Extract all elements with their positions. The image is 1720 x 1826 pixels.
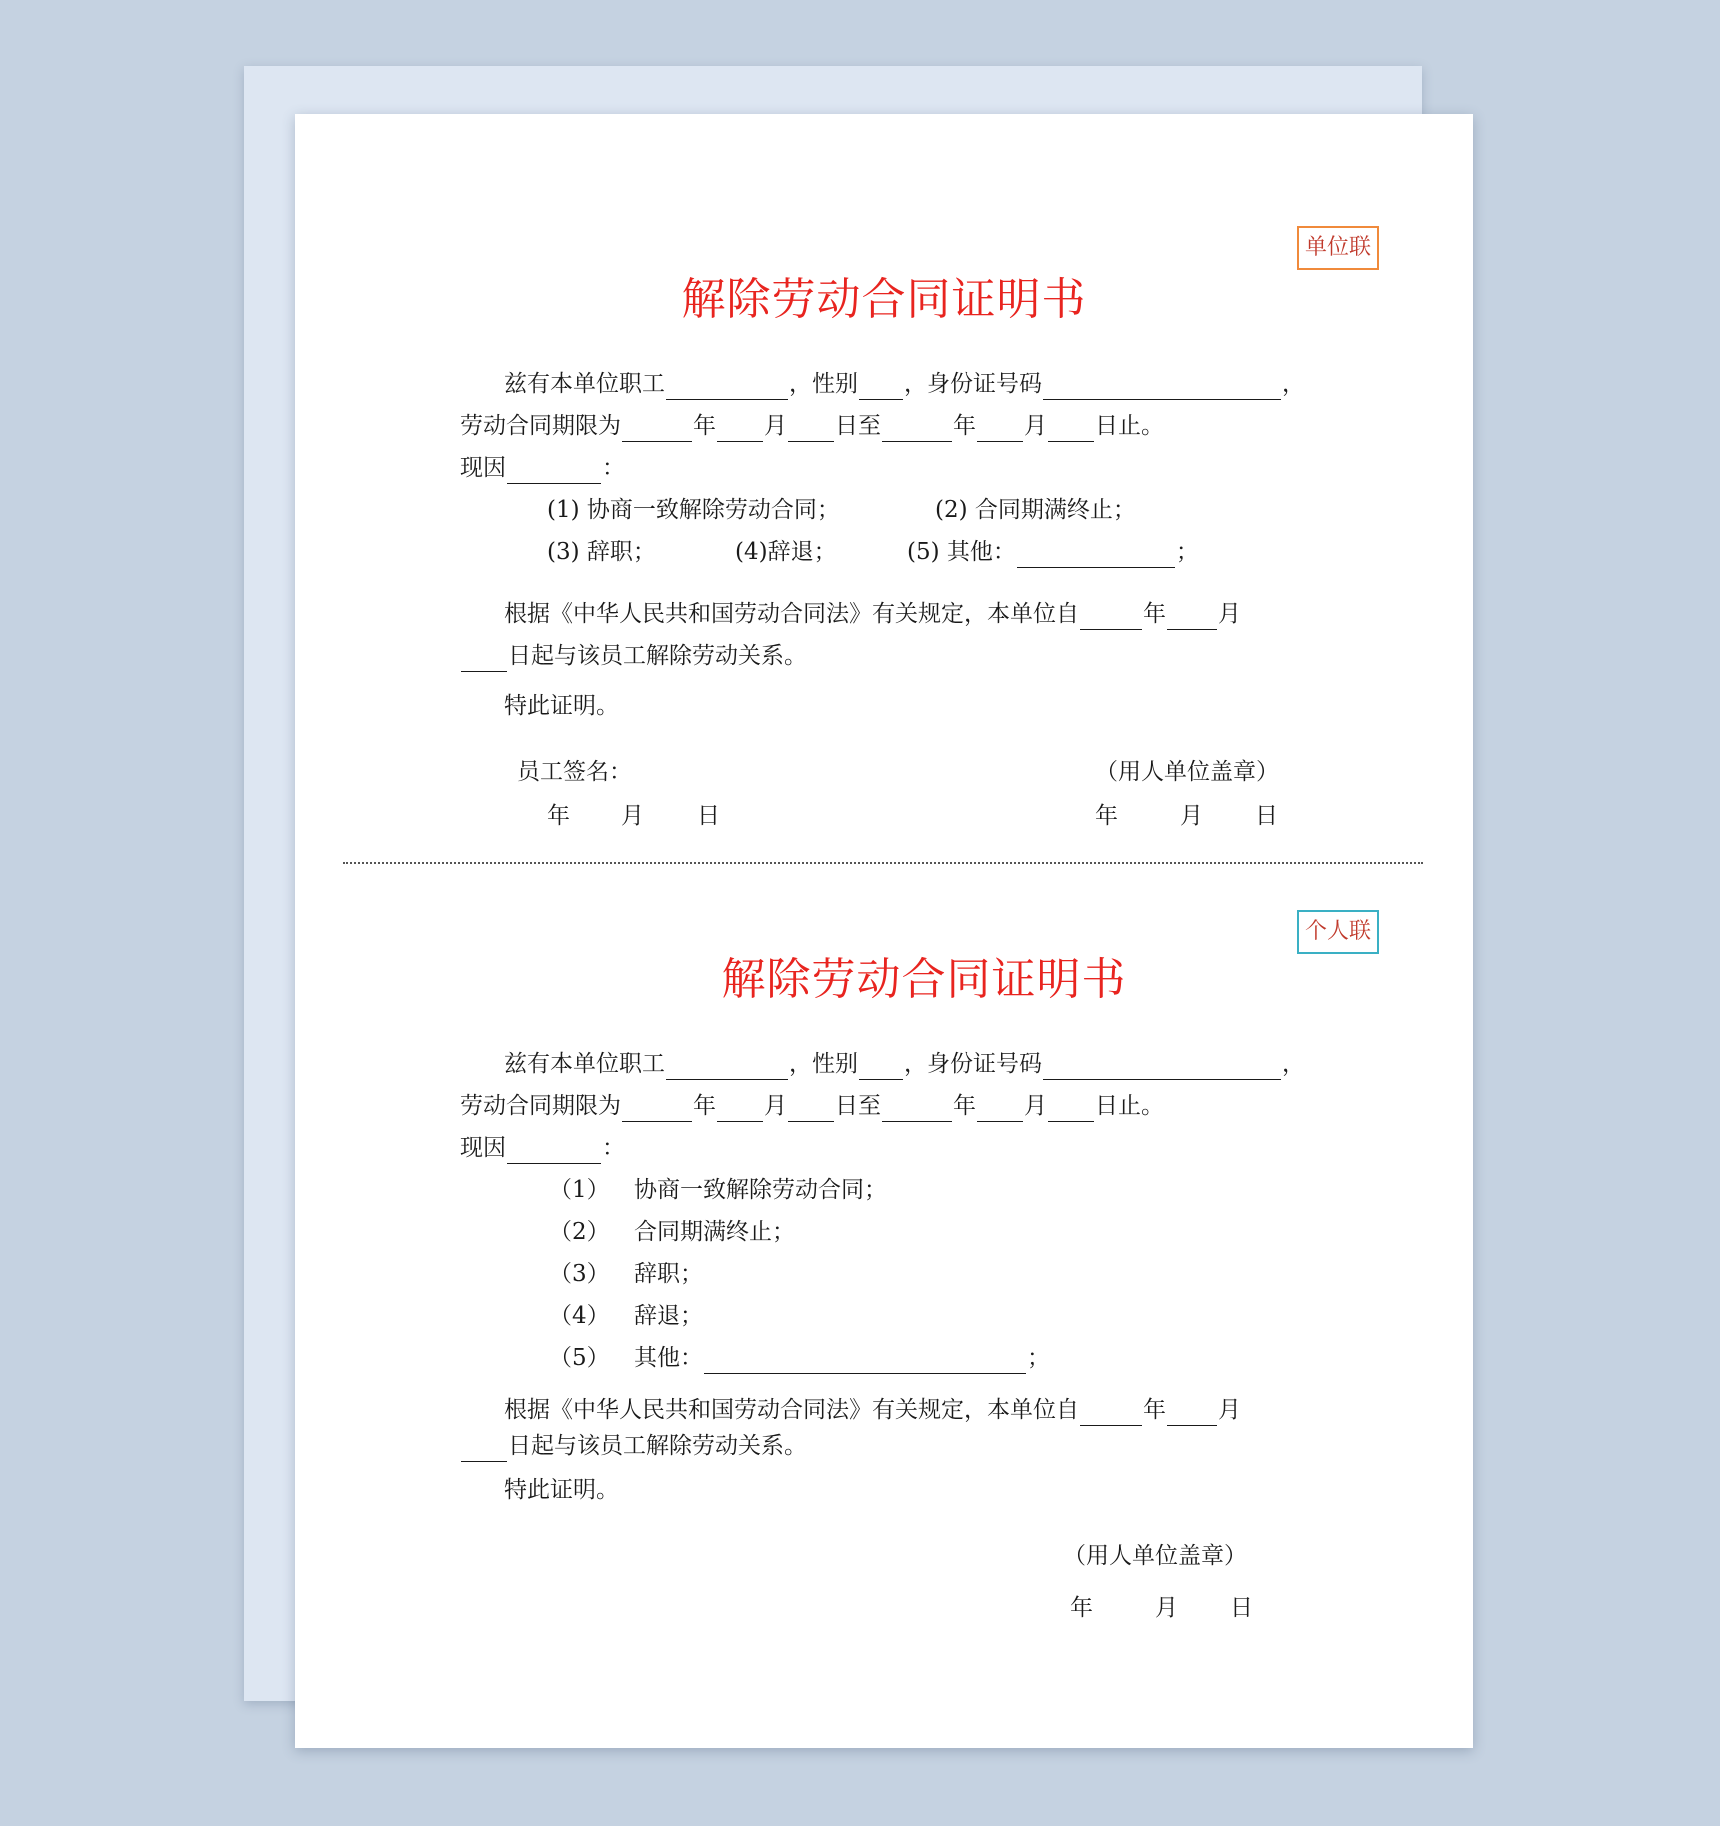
semicolon: ； (1175, 539, 1199, 565)
label-gender: ，性别 (789, 371, 858, 397)
blank-gender[interactable] (859, 1053, 903, 1080)
personal-option-2-num: （2） (549, 1219, 610, 1245)
blank-name[interactable] (666, 1053, 788, 1080)
comma: ， (1282, 1051, 1305, 1077)
blank-other[interactable] (1017, 541, 1175, 568)
personal-option-4-num: （4） (549, 1303, 610, 1329)
personal-line2 (460, 1090, 1164, 1122)
employee-signature-label: 员工签名： (517, 759, 632, 785)
personal-option-1-num: （1） (549, 1177, 610, 1203)
label-other: (5) 其他： (907, 539, 1016, 565)
label-employee: 兹有本单位职工 (504, 1051, 665, 1077)
label-year: 年 (1143, 1397, 1166, 1423)
seal-date-year: 年 (1095, 803, 1118, 829)
unit-copy-title: 解除劳动合同证明书 (681, 274, 1087, 325)
label-year: 年 (693, 413, 716, 439)
personal-copy-badge: 个人联 (1297, 910, 1379, 954)
blank-start-day[interactable] (788, 415, 834, 442)
personal-certify: 特此证明。 (504, 1477, 619, 1503)
label-id: ，身份证号码 (904, 1051, 1042, 1077)
employee-date-year: 年 (547, 803, 570, 829)
personal-seal-date-day: 日 (1230, 1595, 1253, 1621)
employee-date-month: 月 (621, 803, 644, 829)
label-gender: ，性别 (789, 1051, 858, 1077)
label-day-end: 日止。 (1095, 1093, 1164, 1119)
personal-option-1-text: 协商一致解除劳动合同； (634, 1177, 887, 1203)
personal-seal-date-year: 年 (1070, 1595, 1093, 1621)
label-month: 月 (764, 1093, 787, 1119)
label-year: 年 (953, 1093, 976, 1119)
employee-date-day: 日 (697, 803, 720, 829)
label-month: 月 (764, 413, 787, 439)
blank-start-month[interactable] (717, 415, 763, 442)
blank-name[interactable] (666, 373, 788, 400)
blank-law-month[interactable] (1167, 603, 1217, 630)
blank-end-month[interactable] (977, 1095, 1023, 1122)
blank-other[interactable] (704, 1347, 1026, 1374)
seal-date-day: 日 (1255, 803, 1278, 829)
blank-end-month[interactable] (977, 415, 1023, 442)
blank-law-day[interactable] (461, 1435, 507, 1462)
blank-law-month[interactable] (1167, 1399, 1217, 1426)
blank-id[interactable] (1043, 1053, 1281, 1080)
label-id: ，身份证号码 (904, 371, 1042, 397)
unit-option-4: (4)辞退； (735, 539, 837, 565)
unit-option-1: (1) 协商一致解除劳动合同； (547, 497, 840, 523)
personal-seal-date-month: 月 (1155, 1595, 1178, 1621)
unit-reason-line (460, 452, 625, 484)
comma: ， (1282, 371, 1305, 397)
blank-reason[interactable] (507, 457, 601, 484)
personal-law-line2 (460, 1430, 807, 1462)
blank-law-day[interactable] (461, 645, 507, 672)
blank-law-year[interactable] (1080, 603, 1142, 630)
label-year: 年 (1143, 601, 1166, 627)
label-day-to: 日至 (835, 1093, 881, 1119)
label-law-end: 日起与该员工解除劳动关系。 (508, 1433, 807, 1459)
blank-end-day[interactable] (1048, 415, 1094, 442)
label-day-to: 日至 (835, 413, 881, 439)
label-day-end: 日止。 (1095, 413, 1164, 439)
unit-option-5 (907, 536, 1199, 568)
label-term: 劳动合同期限为 (460, 1093, 621, 1119)
unit-line2 (460, 410, 1164, 442)
personal-option-2-text: 合同期满终止； (634, 1219, 795, 1245)
label-reason: 现因 (460, 455, 506, 481)
unit-line1 (504, 368, 1305, 400)
label-year: 年 (953, 413, 976, 439)
label-other: 其他： (634, 1345, 703, 1371)
personal-seal-label: （用人单位盖章） (1063, 1543, 1247, 1569)
blank-end-year[interactable] (882, 1095, 952, 1122)
blank-law-year[interactable] (1080, 1399, 1142, 1426)
personal-option-3-num: （3） (549, 1261, 610, 1287)
personal-law-line (504, 1394, 1241, 1426)
personal-line1 (504, 1048, 1305, 1080)
blank-start-month[interactable] (717, 1095, 763, 1122)
blank-gender[interactable] (859, 373, 903, 400)
blank-start-year[interactable] (622, 1095, 692, 1122)
document-page (295, 114, 1473, 1748)
label-month: 月 (1024, 1093, 1047, 1119)
unit-law-line (504, 598, 1241, 630)
blank-id[interactable] (1043, 373, 1281, 400)
unit-certify: 特此证明。 (504, 693, 619, 719)
blank-start-day[interactable] (788, 1095, 834, 1122)
personal-option-3-text: 辞职； (634, 1261, 703, 1287)
label-law: 根据《中华人民共和国劳动合同法》有关规定，本单位自 (504, 1397, 1079, 1423)
unit-law-line2 (460, 640, 807, 672)
label-month: 月 (1218, 1397, 1241, 1423)
label-term: 劳动合同期限为 (460, 413, 621, 439)
blank-start-year[interactable] (622, 415, 692, 442)
colon: ： (602, 455, 625, 481)
label-month: 月 (1218, 601, 1241, 627)
blank-end-day[interactable] (1048, 1095, 1094, 1122)
unit-option-3: (3) 辞职； (547, 539, 656, 565)
tear-line (343, 862, 1423, 864)
label-month: 月 (1024, 413, 1047, 439)
unit-option-2: (2) 合同期满终止； (935, 497, 1136, 523)
unit-copy-badge: 单位联 (1297, 226, 1379, 270)
semicolon: ； (1027, 1345, 1050, 1371)
personal-copy-title: 解除劳动合同证明书 (721, 954, 1127, 1005)
blank-reason[interactable] (507, 1137, 601, 1164)
label-law-end: 日起与该员工解除劳动关系。 (508, 643, 807, 669)
label-employee: 兹有本单位职工 (504, 371, 665, 397)
unit-seal-label: （用人单位盖章） (1095, 759, 1279, 785)
label-reason: 现因 (460, 1135, 506, 1161)
personal-option-4-text: 辞退； (634, 1303, 703, 1329)
label-law: 根据《中华人民共和国劳动合同法》有关规定，本单位自 (504, 601, 1079, 627)
personal-option-5-num: （5） (549, 1345, 610, 1371)
blank-end-year[interactable] (882, 415, 952, 442)
seal-date-month: 月 (1180, 803, 1203, 829)
label-year: 年 (693, 1093, 716, 1119)
colon: ： (602, 1135, 625, 1161)
personal-option-5 (634, 1342, 1050, 1374)
personal-reason-line (460, 1132, 625, 1164)
